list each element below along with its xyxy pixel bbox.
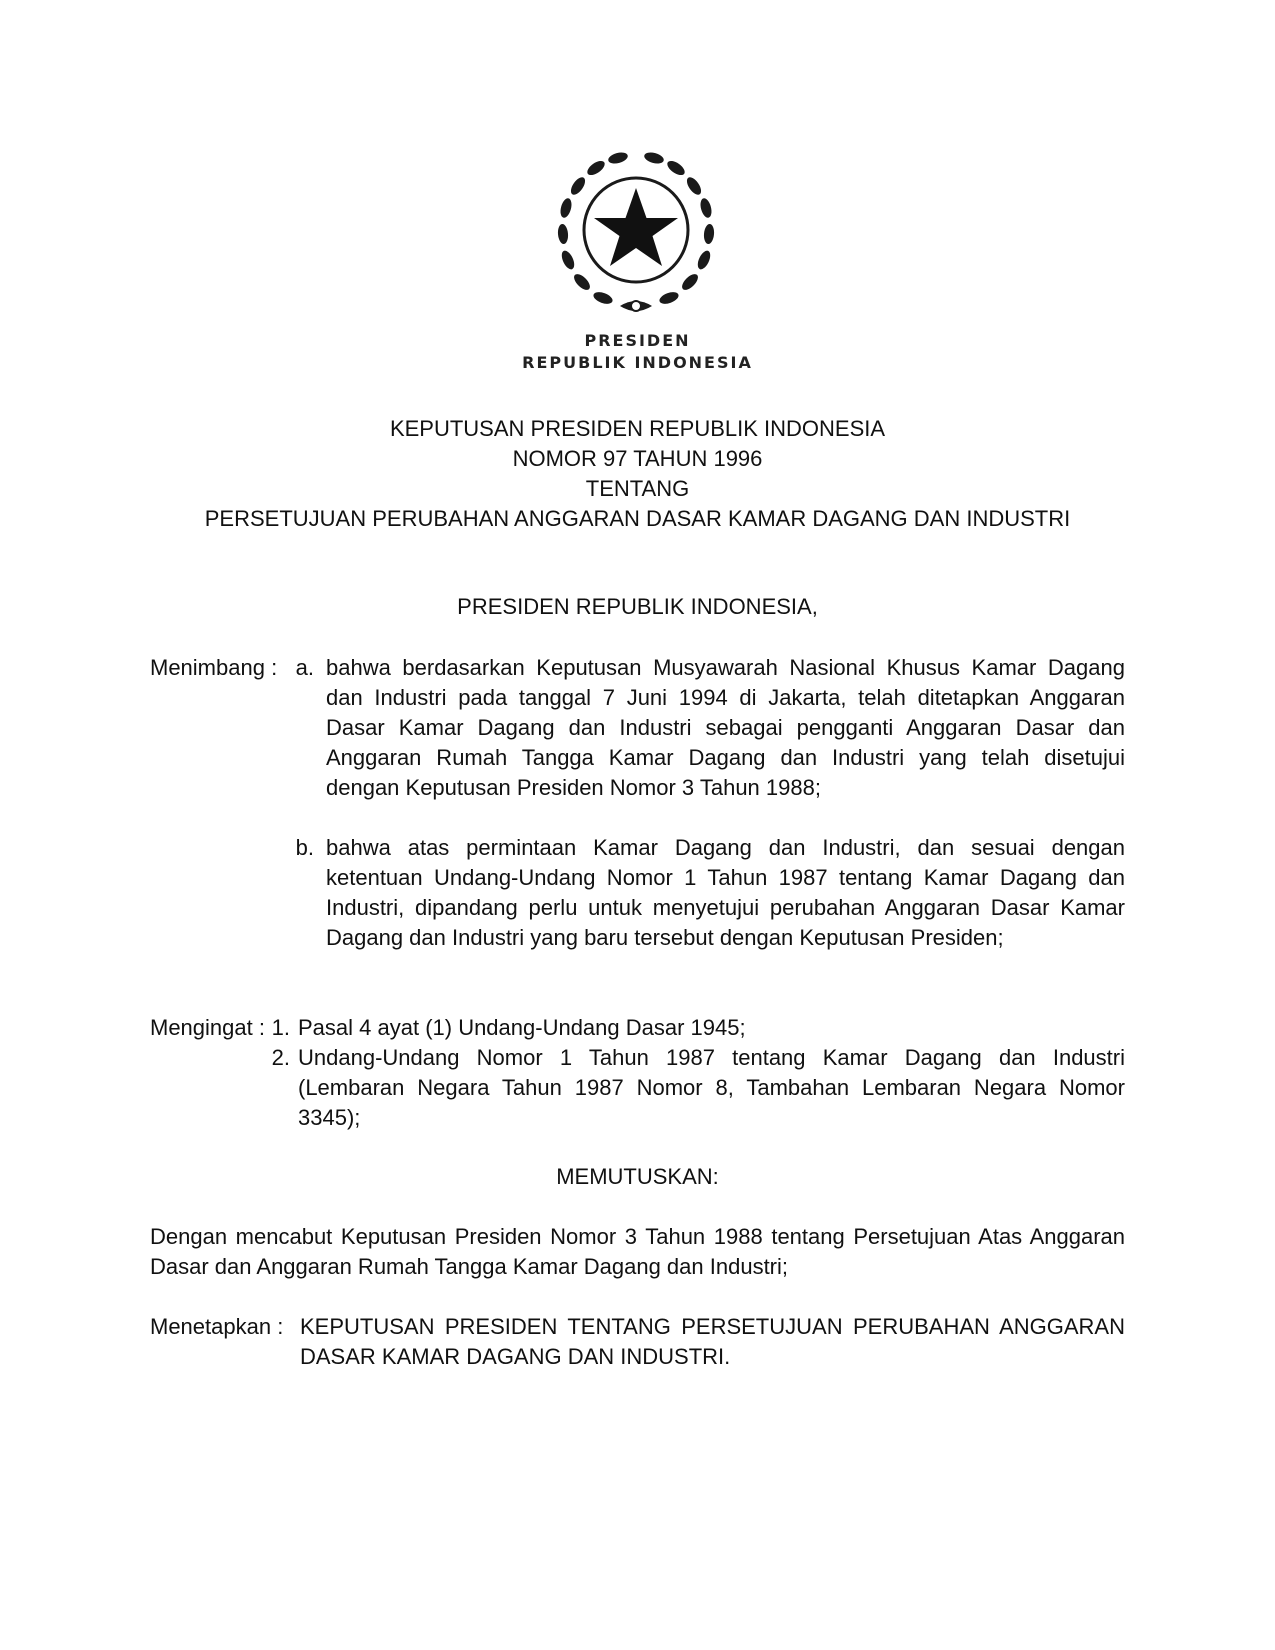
menimbang-item-b: bahwa atas permintaan Kamar Dagang dan Industri, dan sesuai dengan ketentuan Undang-Undang Nomor 1 Tahun 1987 tentang Kamar Dagang dan Industri, dipandang perlu untuk menyetujui perubahan Anggaran Dasar Kamar Dagang dan Industri yang baru tersebut dengan Keputusan Presiden; — [326, 835, 1125, 950]
menimbang-marker-b: b. — [295, 835, 314, 860]
emblem-caption-line2: REPUBLIK INDONESIA — [522, 353, 753, 372]
mengingat-marker-2: 2. — [271, 1045, 290, 1070]
menimbang-label: Menimbang : — [150, 655, 278, 680]
memutuskan-heading: MEMUTUSKAN: — [556, 1164, 719, 1189]
mengingat-marker-1: 1. — [271, 1015, 290, 1040]
document-title — [150, 414, 1125, 534]
title-line-3: TENTANG — [585, 476, 690, 501]
emblem-caption-line1: PRESIDEN — [584, 331, 691, 350]
title-line-1: KEPUTUSAN PRESIDEN REPUBLIK INDONESIA — [389, 416, 886, 441]
title-line-2: NOMOR 97 TAHUN 1996 — [512, 446, 763, 471]
menetapkan-label: Menetapkan : — [150, 1314, 284, 1339]
menimbang-item-a: bahwa berdasarkan Keputusan Musyawarah Nasional Khusus Kamar Dagang dan Industri pada tanggal 7 Juni 1994 di Jakarta, telah ditetapkan Anggaran Dasar Kamar Dagang dan Industri sebagai pengganti Anggaran Dasar dan Anggaran Rumah Tangga Kamar Dagang dan Industri yang telah disetujui dengan Keputusan Presiden Nomor 3 Tahun 1988; — [326, 655, 1125, 800]
mengingat-label: Mengingat : — [150, 1015, 265, 1040]
menetapkan-text: KEPUTUSAN PRESIDEN TENTANG PERSETUJUAN PERUBAHAN ANGGARAN DASAR KAMAR DAGANG DAN INDUSTRI. — [300, 1314, 1125, 1369]
issuer-heading: PRESIDEN REPUBLIK INDONESIA, — [457, 594, 818, 619]
title-line-4: PERSETUJUAN PERUBAHAN ANGGARAN DASAR KAMAR DAGANG DAN INDUSTRI — [204, 506, 1071, 531]
mengingat-item-2: Undang-Undang Nomor 1 Tahun 1987 tentang Kamar Dagang dan Industri (Lembaran Negara Tahun 1987 Nomor 8, Tambahan Lembaran Negara Nomor 3345); — [298, 1045, 1125, 1130]
pencabutan-paragraph: Dengan mencabut Keputusan Presiden Nomor 3 Tahun 1988 tentang Persetujuan Atas Anggaran Dasar dan Anggaran Rumah Tangga Kamar Dagang dan Industri; — [150, 1224, 1125, 1279]
menimbang-marker-a: a. — [295, 655, 314, 680]
mengingat-item-1: Pasal 4 ayat (1) Undang-Undang Dasar 1945; — [298, 1015, 746, 1040]
presidential-seal-icon — [548, 146, 724, 322]
emblem-caption — [480, 330, 795, 374]
